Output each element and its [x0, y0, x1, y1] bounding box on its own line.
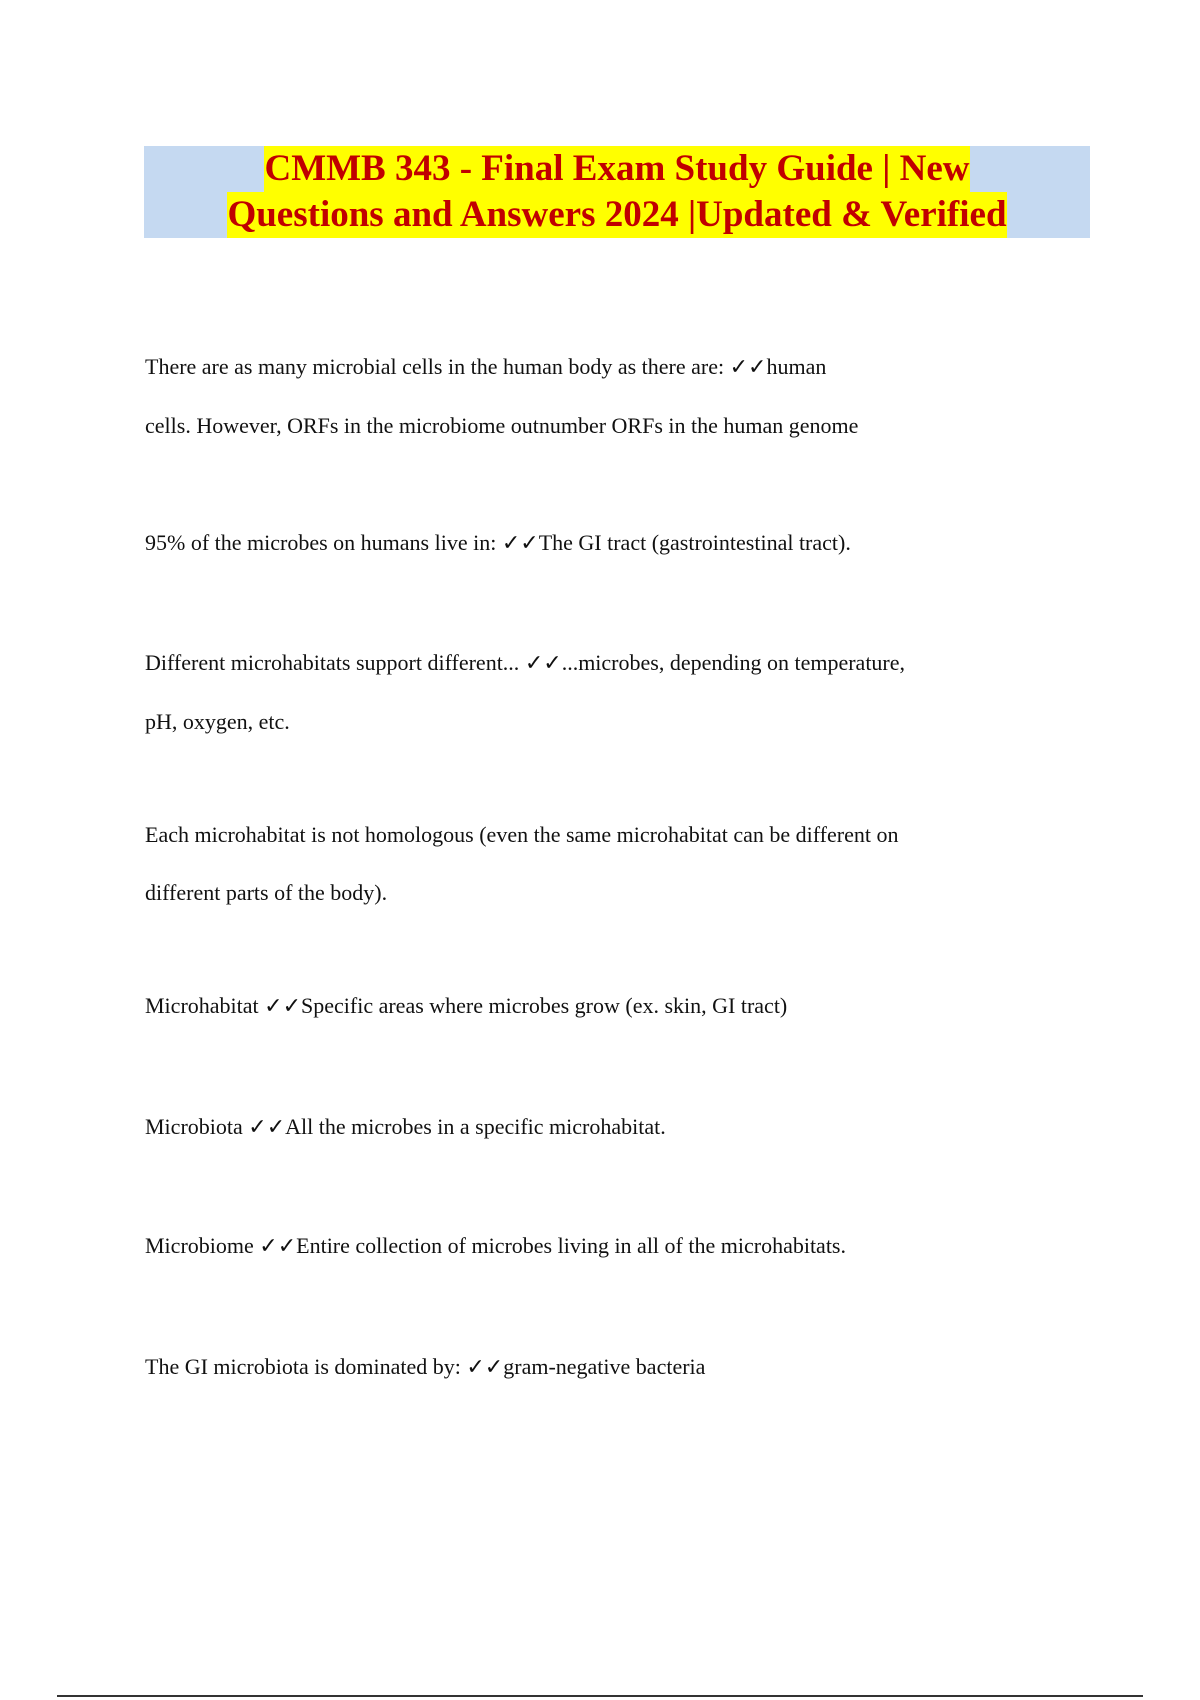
title-line-2: Questions and Answers 2024 |Updated & Verified	[227, 192, 1006, 238]
answer-text: gram-negative bacteria	[503, 1354, 706, 1379]
double-check-icon: ✓✓	[729, 355, 767, 380]
title-line-1: CMMB 343 - Final Exam Study Guide | New	[264, 146, 969, 192]
qa-item-6	[145, 1098, 1005, 1157]
double-check-icon: ✓✓	[524, 651, 562, 676]
double-check-icon: ✓✓	[501, 531, 539, 556]
qa-item-5	[145, 977, 1005, 1036]
double-check-icon: ✓✓	[259, 1234, 297, 1259]
qa-item-2	[145, 514, 1005, 573]
question-text: Different microhabitats support different...	[145, 650, 525, 675]
answer-text: ...microbes, depending on temperature,	[561, 650, 906, 675]
answer-text: All the microbes in a specific microhabitat.	[285, 1114, 666, 1139]
answer-continuation: cells. However, ORFs in the microbiome outnumber ORFs in the human genome	[145, 413, 859, 438]
qa-item-4	[145, 806, 1005, 922]
qa-item-8	[145, 1338, 1005, 1397]
answer-text: The GI tract (gastrointestinal tract).	[538, 530, 851, 555]
question-text: Microbiome	[145, 1233, 260, 1258]
double-check-icon: ✓✓	[248, 1115, 286, 1140]
question-text: Microbiota	[145, 1114, 249, 1139]
statement-text: Each microhabitat is not homologous (even the same microhabitat can be different on	[145, 822, 899, 847]
answer-text: Specific areas where microbes grow (ex. skin, GI tract)	[301, 993, 788, 1018]
answer-text: human	[766, 354, 827, 379]
statement-continuation: different parts of the body).	[145, 880, 388, 905]
question-text: The GI microbiota is dominated by:	[145, 1354, 467, 1379]
title-banner	[144, 146, 1090, 238]
qa-item-1	[145, 338, 1005, 455]
question-text: 95% of the microbes on humans live in:	[145, 530, 502, 555]
qa-item-3	[145, 634, 1005, 751]
answer-continuation: pH, oxygen, etc.	[145, 709, 290, 734]
double-check-icon: ✓✓	[264, 994, 302, 1019]
double-check-icon: ✓✓	[466, 1355, 504, 1380]
question-text: There are as many microbial cells in the human body as there are:	[145, 354, 730, 379]
page-bottom-rule	[57, 1695, 1143, 1697]
question-text: Microhabitat	[145, 993, 265, 1018]
answer-text: Entire collection of microbes living in all of the microhabitats.	[296, 1233, 846, 1258]
qa-item-7	[145, 1217, 1005, 1276]
